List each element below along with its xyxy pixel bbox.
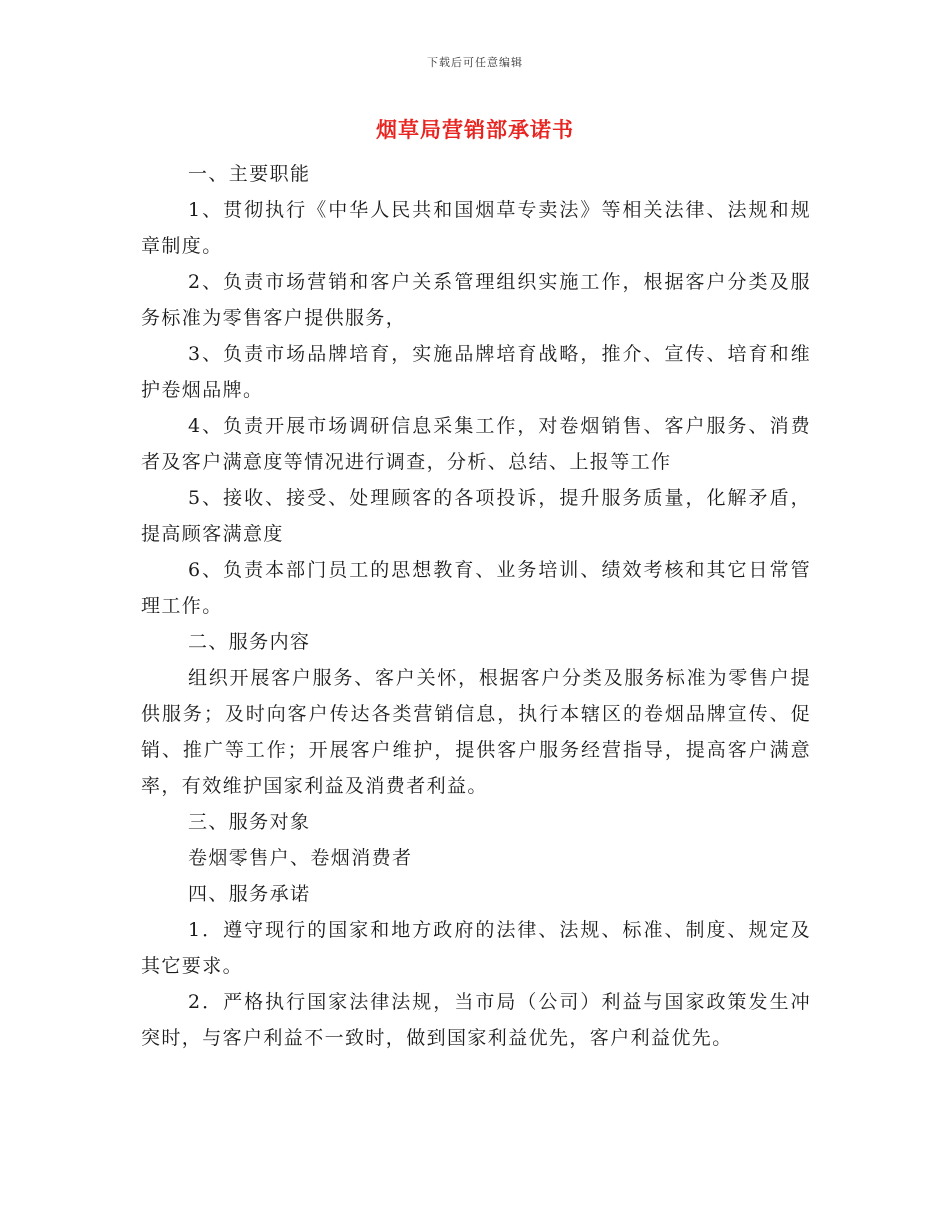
paragraph: 6、负责本部门员工的思想教育、业务培训、绩效考核和其它日常管理工作。 <box>141 559 811 617</box>
section-heading-commitments: 四、服务承诺 <box>188 883 311 905</box>
header-note: 下载后可任意编辑 <box>427 56 523 69</box>
document-title: 烟草局营销部承诺书 <box>376 118 574 142</box>
paragraph: 4、负责开展市场调研信息采集工作，对卷烟销售、客户服务、消费者及客户满意度等情况进行调查，分析、总结、上报等工作 <box>141 415 811 473</box>
paragraph: 2、负责市场营销和客户关系管理组织实施工作，根据客户分类及服务标准为零售客户提供服务， <box>141 271 811 329</box>
document-body <box>141 156 811 1056</box>
paragraph: 5、接收、接受、处理顾客的各项投诉，提升服务质量，化解矛盾，提高顾客满意度 <box>141 487 811 545</box>
section-heading-functions: 一、主要职能 <box>188 163 311 185</box>
paragraph: 2．严格执行国家法律法规，当市局（公司）利益与国家政策发生冲突时，与客户利益不一致时，做到国家利益优先，客户利益优先。 <box>141 991 811 1049</box>
paragraph: 卷烟零售户、卷烟消费者 <box>188 847 413 869</box>
paragraph: 组织开展客户服务、客户关怀，根据客户分类及服务标准为零售户提供服务；及时向客户传达各类营销信息，执行本辖区的卷烟品牌宣传、促销、推广等工作；开展客户维护，提供客户服务经营指导，提高客户满意率，有效维护国家利益及消费者利益。 <box>141 667 811 797</box>
paragraph: 1．遵守现行的国家和地方政府的法律、法规、标准、制度、规定及其它要求。 <box>141 919 811 977</box>
section-heading-service-targets: 三、服务对象 <box>188 811 311 833</box>
paragraph: 3、负责市场品牌培育，实施品牌培育战略，推介、宣传、培育和维护卷烟品牌。 <box>141 343 811 401</box>
paragraph: 1、贯彻执行《中华人民共和国烟草专卖法》等相关法律、法规和规章制度。 <box>141 199 811 257</box>
section-heading-service-content: 二、服务内容 <box>188 631 311 653</box>
